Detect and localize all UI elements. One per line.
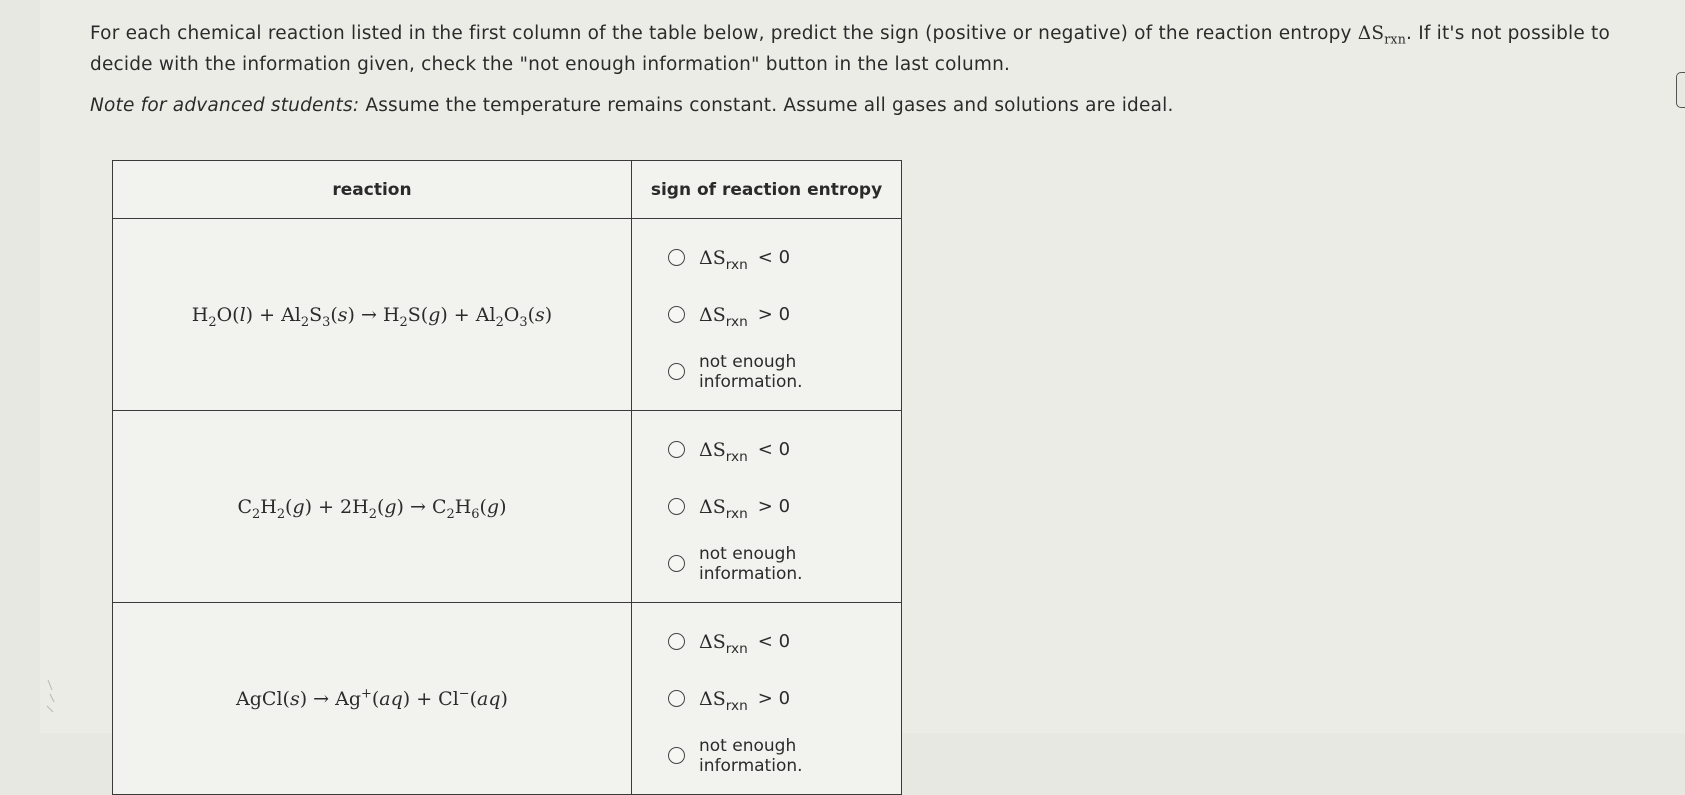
table-row (113, 219, 902, 411)
table-row (113, 603, 902, 795)
option-not-enough-info[interactable]: not enough information. (668, 535, 901, 592)
table-row (113, 411, 902, 603)
question-prompt (90, 18, 1610, 121)
advanced-note: Note for advanced students: Assume the temperature remains constant. Assume all gases and solutions are ideal. (90, 95, 1174, 116)
option-positive[interactable]: $\Delta S_{rxn}$ > 0 (668, 286, 901, 343)
reaction-equation-2: $C_2H_2(g) + 2H_2(g) \to C_2H_6(g)$ (113, 411, 632, 603)
option-not-enough-info[interactable]: not enough information. (668, 727, 901, 784)
option-not-enough-info[interactable]: not enough information. (668, 343, 901, 400)
option-positive[interactable]: $\Delta S_{rxn}$ > 0 (668, 670, 901, 727)
radio-button[interactable] (668, 306, 685, 323)
radio-button[interactable] (668, 441, 685, 458)
radio-button[interactable] (668, 633, 685, 650)
radio-button[interactable] (668, 690, 685, 707)
header-sign: sign of reaction entropy (632, 161, 902, 219)
sign-options-3 (632, 603, 902, 795)
reaction-entropy-symbol: $\Delta S_{rxn}$ (1357, 23, 1407, 47)
sign-options-1 (632, 219, 902, 411)
instructions: For each chemical reaction listed in the first column of the table below, predict the sign (positive or negative) of the reaction entropy $\Delta S_{rxn}$. If it's not possible to decide with the information given, check the "not enough information" button in the last column. (90, 23, 1611, 75)
reaction-table (112, 160, 902, 795)
reaction-equation-3: AgCl(s) → Ag+(aq) + Cl−(aq) (113, 603, 632, 795)
sign-options-2 (632, 411, 902, 603)
table-header-row (113, 161, 902, 219)
reaction-equation-1: $H_2O(l) + Al_2S_3(s) \to H_2S(g) + Al_2O_3(s)$ (113, 219, 632, 411)
side-panel-tab[interactable] (1676, 72, 1685, 108)
pencil-marks (44, 676, 58, 716)
radio-button[interactable] (668, 363, 685, 380)
radio-button[interactable] (668, 498, 685, 515)
radio-button[interactable] (668, 555, 685, 572)
radio-button[interactable] (668, 747, 685, 764)
option-positive[interactable]: $\Delta S_{rxn}$ > 0 (668, 478, 901, 535)
radio-button[interactable] (668, 249, 685, 266)
option-negative[interactable]: $\Delta S_{rxn}$ < 0 (668, 421, 901, 478)
option-negative[interactable]: $\Delta S_{rxn}$ < 0 (668, 229, 901, 286)
option-negative[interactable]: $\Delta S_{rxn}$ < 0 (668, 613, 901, 670)
header-reaction: reaction (113, 161, 632, 219)
